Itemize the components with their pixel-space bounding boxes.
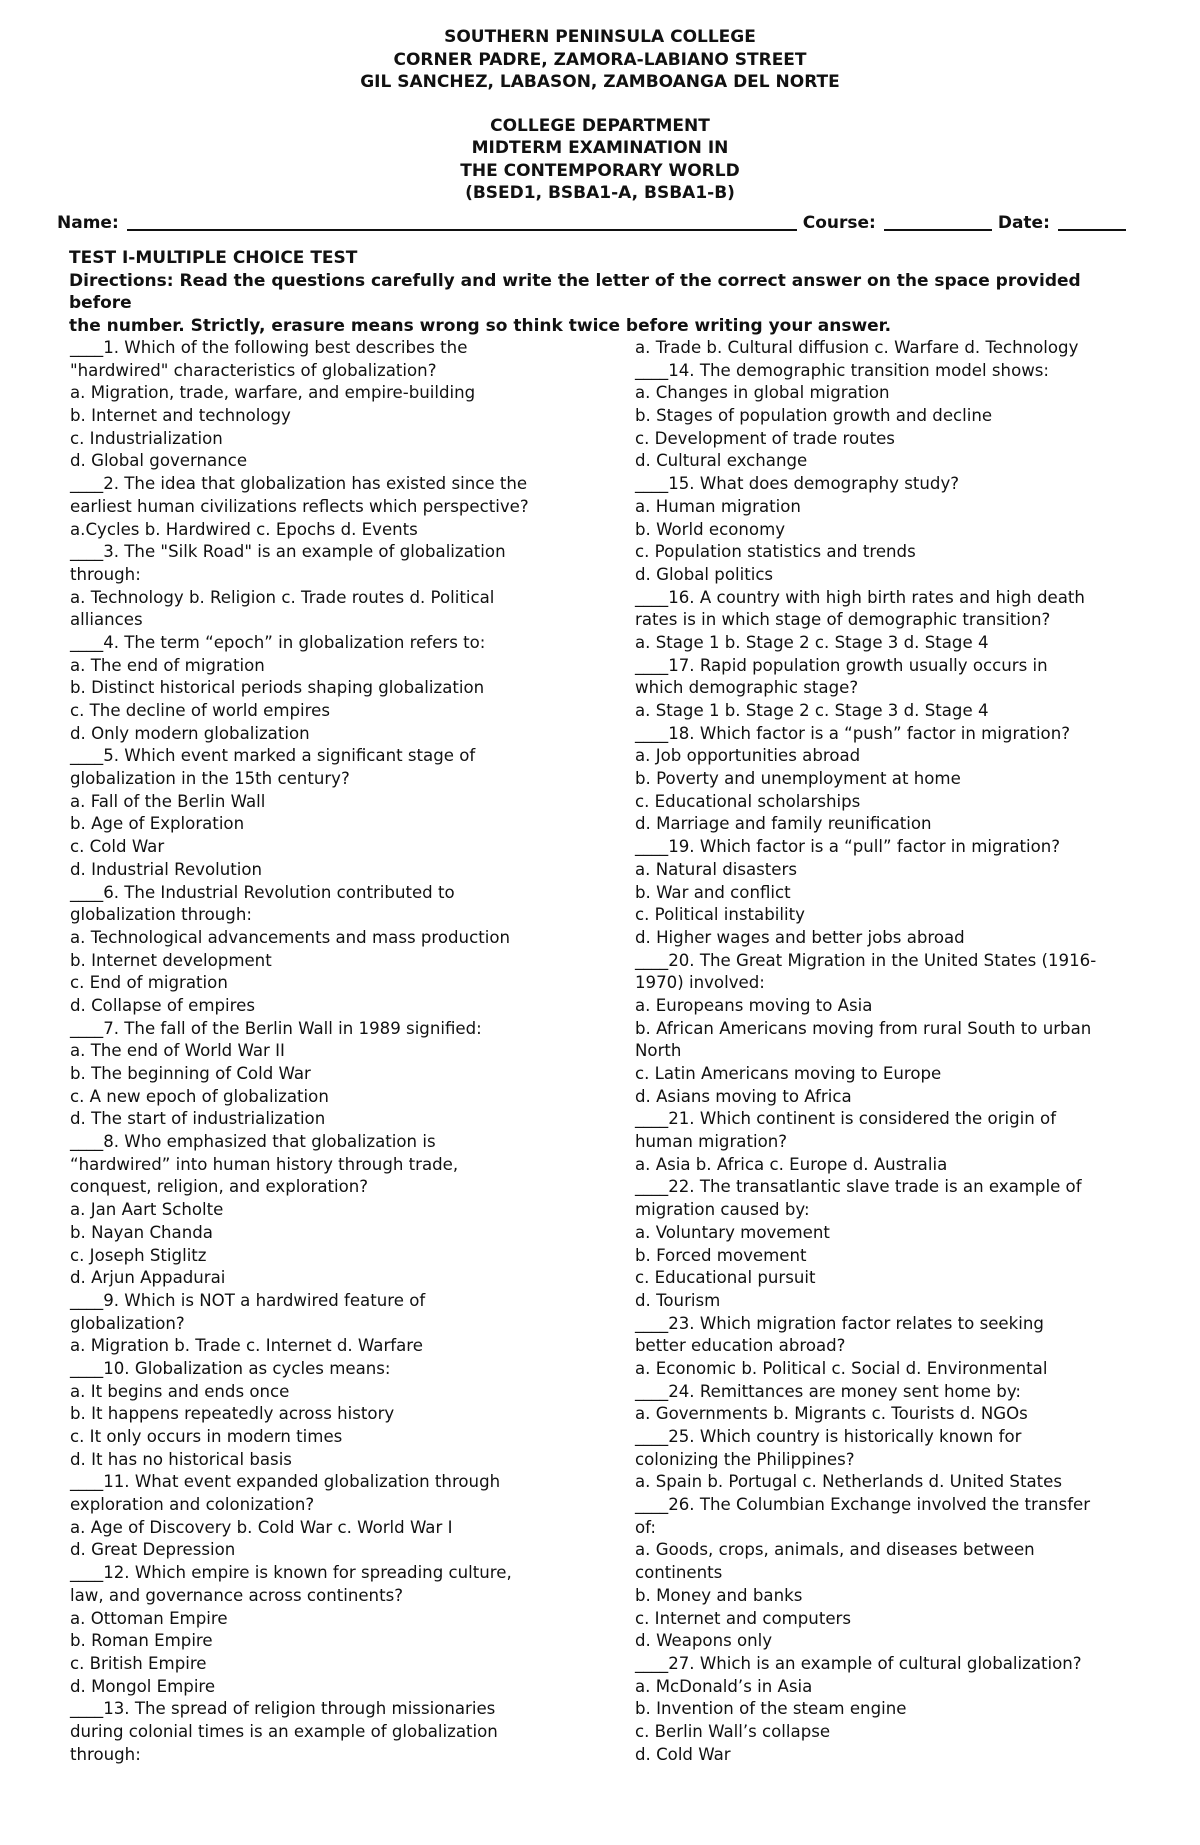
- question-line: d. Higher wages and better jobs abroad: [635, 927, 965, 947]
- question-line: d. Cultural exchange: [635, 451, 808, 471]
- name-label: Name:: [57, 213, 119, 233]
- question-line: ____6. The Industrial Revolution contributed to: [70, 882, 455, 902]
- question-line: b. Distinct historical periods shaping globalization: [70, 678, 485, 698]
- question-line: exploration and colonization?: [70, 1495, 315, 1515]
- question-line: a. Natural disasters: [635, 859, 797, 879]
- question-line: ____1. Which of the following best describes the: [70, 338, 468, 357]
- directions-line: Directions: Read the questions carefully and write the letter of the correct answer on the space provided before: [69, 270, 1081, 313]
- question-line: ____17. Rapid population growth usually occurs in: [635, 655, 1048, 675]
- question-line: a. Job opportunities abroad: [635, 746, 861, 766]
- question-line: d. Global politics: [635, 564, 774, 584]
- question-line: c. Political instability: [635, 905, 805, 925]
- question-line: globalization in the 15th century?: [70, 769, 350, 789]
- question-line: North: [635, 1041, 682, 1061]
- question-line: a. Stage 1 b. Stage 2 c. Stage 3 d. Stage 4: [635, 632, 989, 652]
- question-line: ____7. The fall of the Berlin Wall in 1989 signified:: [70, 1018, 482, 1038]
- question-line: c. Joseph Stiglitz: [70, 1245, 207, 1265]
- question-line: d. Only modern globalization: [70, 723, 310, 743]
- question-line: a. The end of migration: [70, 655, 265, 675]
- question-line: a. McDonald’s in Asia: [635, 1676, 813, 1696]
- question-line: a. The end of World War II: [70, 1041, 285, 1061]
- question-line: d. Great Depression: [70, 1540, 236, 1560]
- question-line: law, and governance across continents?: [70, 1585, 404, 1605]
- question-line: ____20. The Great Migration in the United States (1916-: [635, 950, 1097, 970]
- question-line: b. African Americans moving from rural South to urban: [635, 1018, 1092, 1038]
- question-line: b. Invention of the steam engine: [635, 1699, 907, 1719]
- question-line: c. Internet and computers: [635, 1608, 852, 1628]
- questions-right-column: [635, 337, 1180, 1766]
- question-line: a.Cycles b. Hardwired c. Epochs d. Events: [70, 519, 418, 539]
- exam-header: [0, 26, 1200, 205]
- question-line: d. Arjun Appadurai: [70, 1268, 226, 1288]
- question-line: through:: [70, 564, 141, 584]
- question-line: ____8. Who emphasized that globalization is: [70, 1132, 436, 1152]
- question-line: which demographic stage?: [635, 678, 859, 698]
- question-line: ____3. The "Silk Road" is an example of globalization: [70, 542, 506, 562]
- question-line: c. Latin Americans moving to Europe: [635, 1064, 942, 1083]
- question-line: ____27. Which is an example of cultural globalization?: [635, 1653, 1082, 1673]
- question-line: ____19. Which factor is a “pull” factor in migration?: [635, 837, 1061, 857]
- question-line: a. Technology b. Religion c. Trade routes d. Political: [70, 587, 495, 607]
- question-line: c. Cold War: [70, 837, 165, 857]
- question-line: ____22. The transatlantic slave trade is an example of: [635, 1177, 1082, 1197]
- question-line: b. The beginning of Cold War: [70, 1064, 311, 1083]
- question-line: ____12. Which empire is known for spreading culture,: [70, 1563, 512, 1583]
- question-line: b. Nayan Chanda: [70, 1222, 213, 1242]
- question-line: a. Human migration: [635, 496, 801, 516]
- question-line: a. Jan Aart Scholte: [70, 1200, 224, 1220]
- question-line: d. Mongol Empire: [70, 1676, 216, 1696]
- question-line: ____5. Which event marked a significant stage of: [70, 746, 476, 766]
- question-line: b. War and conflict: [635, 882, 791, 902]
- questions-left-column: [70, 337, 630, 1766]
- question-line: b. Age of Exploration: [70, 814, 245, 834]
- question-line: during colonial times is an example of globalization: [70, 1721, 498, 1741]
- date-blank[interactable]: [1058, 211, 1126, 231]
- question-line: a. It begins and ends once: [70, 1381, 290, 1401]
- question-line: ____14. The demographic transition model shows:: [635, 360, 1050, 380]
- student-info-row: [57, 209, 1132, 233]
- question-line: alliances: [70, 610, 143, 630]
- question-line: b. Stages of population growth and decline: [635, 406, 993, 426]
- department: COLLEGE DEPARTMENT: [490, 115, 710, 136]
- question-line: a. Migration b. Trade c. Internet d. Warfare: [70, 1336, 423, 1356]
- question-line: ____23. Which migration factor relates to seeking: [635, 1313, 1044, 1333]
- question-line: a. Changes in global migration: [635, 383, 890, 403]
- question-line: ____9. Which is NOT a hardwired feature of: [70, 1290, 426, 1310]
- question-line: through:: [70, 1744, 141, 1764]
- question-line: d. The start of industrialization: [70, 1109, 326, 1129]
- school-name: SOUTHERN PENINSULA COLLEGE: [444, 27, 756, 47]
- sections: (BSED1, BSBA1-A, BSBA1-B): [465, 183, 735, 203]
- question-line: a. Age of Discovery b. Cold War c. World War I: [70, 1517, 453, 1537]
- question-line: 1970) involved:: [635, 973, 765, 993]
- question-line: c. Industrialization: [70, 428, 223, 448]
- question-line: a. Governments b. Migrants c. Tourists d. NGOs: [635, 1404, 1028, 1424]
- question-line: b. Money and banks: [635, 1585, 803, 1605]
- question-line: “hardwired” into human history through trade,: [70, 1154, 459, 1174]
- question-line: d. It has no historical basis: [70, 1449, 292, 1469]
- question-line: migration caused by:: [635, 1200, 810, 1220]
- question-line: a. Goods, crops, animals, and diseases between: [635, 1540, 1035, 1560]
- question-line: better education abroad?: [635, 1336, 846, 1356]
- question-line: c. It only occurs in modern times: [70, 1427, 343, 1446]
- question-line: a. Fall of the Berlin Wall: [70, 791, 266, 811]
- question-line: ____26. The Columbian Exchange involved the transfer: [635, 1495, 1091, 1515]
- question-line: ____15. What does demography study?: [635, 474, 960, 494]
- directions-line: the number. Strictly, erasure means wrong so think twice before writing your answer.: [69, 315, 892, 336]
- question-line: c. Educational scholarships: [635, 791, 861, 811]
- question-line: c. Berlin Wall’s collapse: [635, 1721, 831, 1741]
- subject-title: THE CONTEMPORARY WORLD: [460, 160, 740, 181]
- question-line: d. Global governance: [70, 451, 248, 471]
- question-line: ____24. Remittances are money sent home by:: [635, 1381, 1022, 1401]
- question-line: a. Ottoman Empire: [70, 1608, 228, 1628]
- exam-title: MIDTERM EXAMINATION IN: [471, 138, 729, 158]
- question-line: of:: [635, 1517, 656, 1537]
- question-line: globalization?: [70, 1313, 185, 1333]
- question-line: a. Technological advancements and mass production: [70, 927, 510, 947]
- question-line: c. Development of trade routes: [635, 428, 895, 448]
- question-line: ____21. Which continent is considered the origin of: [635, 1109, 1057, 1129]
- question-line: c. British Empire: [70, 1653, 207, 1673]
- question-line: a. Voluntary movement: [635, 1222, 830, 1242]
- question-line: d. Marriage and family reunification: [635, 814, 932, 834]
- question-line: b. Poverty and unemployment at home: [635, 769, 961, 789]
- question-line: b. It happens repeatedly across history: [70, 1404, 395, 1424]
- question-line: a. Spain b. Portugal c. Netherlands d. United States: [635, 1472, 1062, 1492]
- question-line: b. Forced movement: [635, 1245, 807, 1265]
- question-line: b. Internet and technology: [70, 406, 291, 426]
- question-line: a. Trade b. Cultural diffusion c. Warfare d. Technology: [635, 338, 1079, 357]
- course-label: Course:: [802, 213, 876, 233]
- test-title: TEST I-MULTIPLE CHOICE TEST: [69, 248, 358, 268]
- course-blank[interactable]: [884, 211, 992, 231]
- question-line: a. Asia b. Africa c. Europe d. Australia: [635, 1154, 948, 1174]
- question-line: c. A new epoch of globalization: [70, 1086, 329, 1106]
- question-line: a. Economic b. Political c. Social d. Environmental: [635, 1358, 1048, 1378]
- question-line: ____16. A country with high birth rates and high death: [635, 587, 1085, 607]
- question-line: ____18. Which factor is a “push” factor in migration?: [635, 723, 1071, 743]
- question-line: b. World economy: [635, 519, 786, 539]
- question-line: earliest human civilizations reflects which perspective?: [70, 496, 529, 516]
- question-line: globalization through:: [70, 905, 252, 925]
- question-line: ____10. Globalization as cycles means:: [70, 1358, 391, 1378]
- question-line: ____11. What event expanded globalization through: [70, 1472, 501, 1492]
- question-line: c. Population statistics and trends: [635, 542, 916, 562]
- question-line: d. Asians moving to Africa: [635, 1086, 852, 1106]
- question-line: "hardwired" characteristics of globalization?: [70, 360, 437, 380]
- question-line: ____2. The idea that globalization has existed since the: [70, 474, 528, 494]
- question-line: human migration?: [635, 1132, 788, 1152]
- question-line: ____25. Which country is historically known for: [635, 1427, 1022, 1446]
- question-line: d. Tourism: [635, 1290, 721, 1310]
- question-line: a. Migration, trade, warfare, and empire-building: [70, 383, 476, 403]
- question-line: c. End of migration: [70, 973, 228, 993]
- question-line: conquest, religion, and exploration?: [70, 1177, 369, 1197]
- question-line: d. Collapse of empires: [70, 995, 255, 1015]
- name-blank[interactable]: [127, 211, 797, 231]
- date-label: Date:: [997, 213, 1050, 233]
- school-street: CORNER PADRE, ZAMORA-LABIANO STREET: [393, 49, 807, 70]
- question-line: rates is in which stage of demographic transition?: [635, 610, 1051, 630]
- question-line: a. Europeans moving to Asia: [635, 995, 873, 1015]
- question-line: ____13. The spread of religion through missionaries: [70, 1699, 496, 1719]
- question-line: c. The decline of world empires: [70, 701, 330, 720]
- question-line: ____4. The term “epoch” in globalization refers to:: [70, 632, 486, 652]
- question-line: continents: [635, 1563, 723, 1583]
- question-line: a. Stage 1 b. Stage 2 c. Stage 3 d. Stage 4: [635, 701, 989, 720]
- question-line: b. Roman Empire: [70, 1631, 213, 1651]
- school-town: GIL SANCHEZ, LABASON, ZAMBOANGA DEL NORTE: [360, 72, 840, 92]
- question-line: b. Internet development: [70, 950, 272, 970]
- test-instructions: [69, 247, 1149, 337]
- question-line: d. Industrial Revolution: [70, 859, 263, 879]
- question-line: d. Weapons only: [635, 1631, 773, 1651]
- question-line: c. Educational pursuit: [635, 1268, 816, 1288]
- question-line: colonizing the Philippines?: [635, 1449, 855, 1469]
- question-line: d. Cold War: [635, 1744, 731, 1764]
